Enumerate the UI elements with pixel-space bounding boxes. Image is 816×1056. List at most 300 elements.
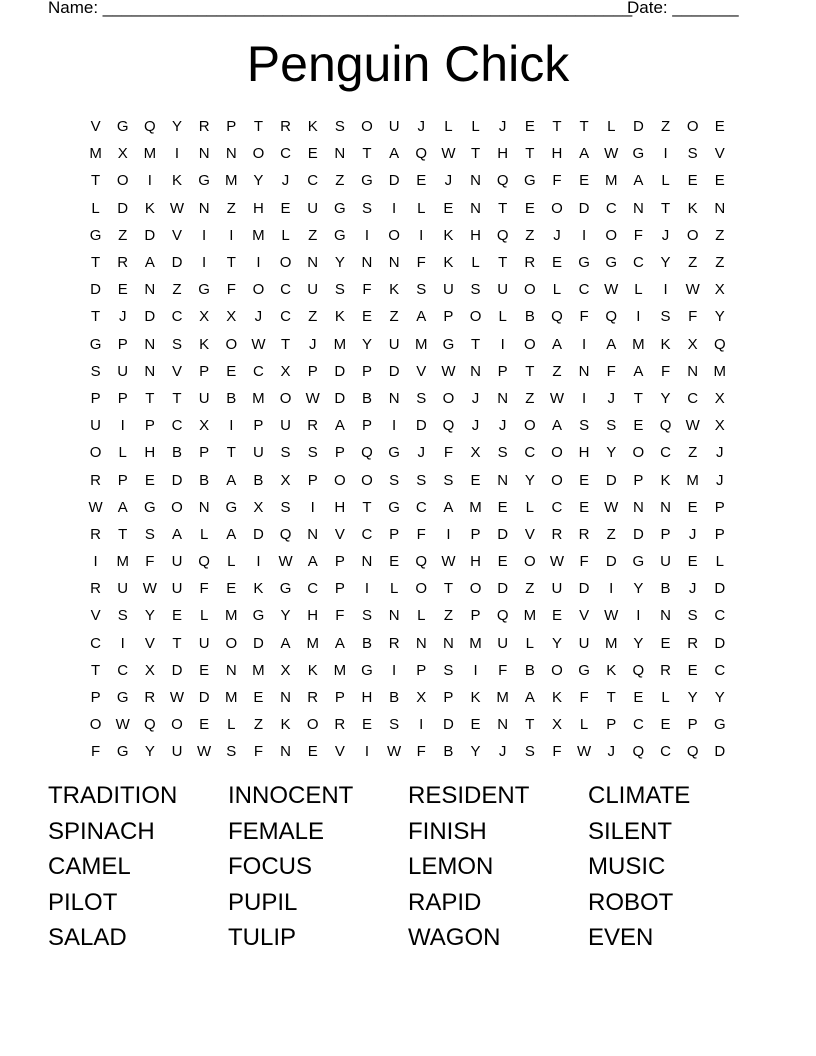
grid-letter: R <box>117 254 129 272</box>
grid-letter: K <box>660 471 671 489</box>
grid-letter: K <box>199 335 210 353</box>
grid-letter: Z <box>118 226 128 244</box>
grid-letter: Z <box>688 444 698 462</box>
grid-letter: M <box>225 689 238 707</box>
word-list-item: SILENT <box>588 817 673 845</box>
grid-letter: Z <box>226 199 236 217</box>
grid-letter: P <box>117 471 128 489</box>
grid-letter: T <box>253 118 263 136</box>
grid-letter: N <box>497 389 509 407</box>
grid-letter: Z <box>552 362 562 380</box>
grid-letter: K <box>470 689 481 707</box>
grid-letter: O <box>252 145 265 163</box>
grid-letter: F <box>335 607 345 625</box>
grid-letter: N <box>687 362 699 380</box>
grid-letter: S <box>687 607 698 625</box>
grid-letter: O <box>361 118 373 136</box>
grid-letter: A <box>171 525 182 543</box>
grid-letter: H <box>307 607 319 625</box>
grid-letter: J <box>688 580 697 598</box>
grid-letter: G <box>442 335 455 353</box>
grid-letter: O <box>469 580 482 598</box>
grid-letter: L <box>281 226 290 244</box>
grid-letter: O <box>171 498 183 516</box>
grid-letter: C <box>252 362 264 380</box>
grid-letter: I <box>310 498 315 516</box>
grid-letter: U <box>280 417 291 435</box>
grid-letter: X <box>687 335 698 353</box>
grid-letter: R <box>578 525 590 543</box>
grid-letter: C <box>660 444 671 462</box>
grid-letter: C <box>632 716 644 734</box>
grid-letter: I <box>392 661 397 679</box>
grid-letter: S <box>416 389 427 407</box>
grid-letter: M <box>143 145 157 163</box>
grid-letter: N <box>198 145 210 163</box>
grid-letter: A <box>579 145 590 163</box>
grid-letter: M <box>116 553 129 571</box>
grid-letter: O <box>523 553 536 571</box>
grid-letter: X <box>416 689 427 707</box>
grid-letter: D <box>144 226 156 244</box>
grid-letter: Y <box>633 634 644 652</box>
grid-letter: N <box>280 743 291 761</box>
grid-letter: Q <box>659 417 672 435</box>
grid-letter: Z <box>172 281 182 299</box>
grid-letter: X <box>226 308 237 326</box>
grid-letter: G <box>116 118 129 136</box>
grid-letter: J <box>498 743 507 761</box>
grid-letter: W <box>197 743 212 761</box>
grid-letter: V <box>90 607 101 625</box>
grid-letter: R <box>524 254 536 272</box>
grid-letter: Y <box>633 580 644 598</box>
grid-letter: Z <box>606 525 616 543</box>
grid-letter: K <box>606 661 617 679</box>
grid-letter: E <box>524 199 535 217</box>
grid-letter: I <box>636 607 641 625</box>
grid-letter: T <box>226 254 236 272</box>
grid-letter: P <box>497 362 508 380</box>
grid-letter: Q <box>686 743 699 761</box>
grid-letter: L <box>471 118 480 136</box>
grid-letter: L <box>634 281 643 299</box>
grid-letter: D <box>90 281 101 299</box>
grid-letter: I <box>256 254 261 272</box>
grid-letter: I <box>636 308 641 326</box>
grid-letter: U <box>578 634 590 652</box>
grid-letter: V <box>90 118 101 136</box>
word-list <box>48 778 768 956</box>
grid-letter: Q <box>144 716 156 734</box>
grid-letter: J <box>498 417 507 435</box>
grid-letter: I <box>364 226 370 244</box>
grid-letter: E <box>389 553 400 571</box>
grid-letter: L <box>444 118 453 136</box>
grid-letter: E <box>199 661 210 679</box>
grid-letter: H <box>144 444 156 462</box>
grid-letter: W <box>604 281 619 299</box>
grid-letter: U <box>551 580 563 598</box>
grid-letter: P <box>470 525 481 543</box>
grid-letter: L <box>715 553 724 571</box>
grid-letter: S <box>171 335 182 353</box>
grid-letter: O <box>361 471 373 489</box>
grid-letter: T <box>280 335 291 353</box>
grid-letter: N <box>280 689 291 707</box>
grid-letter: M <box>252 389 265 407</box>
grid-letter: A <box>551 335 562 353</box>
grid-letter: Q <box>361 444 373 462</box>
grid-letter: K <box>551 689 562 707</box>
grid-letter: C <box>307 580 319 598</box>
grid-letter: H <box>252 199 264 217</box>
grid-letter: L <box>525 498 534 516</box>
grid-letter: A <box>226 471 237 489</box>
page-title: Penguin Chick <box>246 36 570 92</box>
word-list-item: MUSIC <box>588 853 666 880</box>
grid-letter: I <box>392 417 397 435</box>
grid-letter: V <box>334 525 345 543</box>
grid-letter: L <box>661 172 670 190</box>
grid-letter: C <box>660 743 671 761</box>
grid-letter: W <box>387 743 402 761</box>
grid-letter: S <box>497 444 508 462</box>
grid-letter: E <box>443 199 454 217</box>
grid-letter: C <box>578 281 590 299</box>
grid-letter: G <box>198 281 210 299</box>
grid-letter: N <box>388 389 400 407</box>
grid-letter: I <box>93 553 98 571</box>
grid-letter: B <box>361 389 372 407</box>
grid-letter: L <box>525 634 534 652</box>
grid-letter: B <box>171 444 182 462</box>
grid-letter: W <box>577 743 592 761</box>
grid-letter: O <box>469 308 482 326</box>
grid-letter: T <box>172 634 182 652</box>
grid-letter: E <box>660 716 671 734</box>
grid-letter: G <box>198 172 210 190</box>
grid-letter: U <box>117 362 129 380</box>
grid-letter: G <box>605 254 618 272</box>
grid-letter: H <box>470 226 481 244</box>
grid-letter: Q <box>198 553 210 571</box>
grid-letter: I <box>446 525 451 543</box>
grid-letter: J <box>607 389 615 407</box>
grid-letter: P <box>199 362 210 380</box>
grid-letter: T <box>443 580 453 598</box>
grid-letter: L <box>227 553 236 571</box>
grid-letter: E <box>579 172 590 190</box>
grid-letter: U <box>117 580 129 598</box>
grid-letter: L <box>498 308 507 326</box>
grid-letter: D <box>632 118 644 136</box>
grid-letter: N <box>225 145 237 163</box>
grid-letter: E <box>307 743 318 761</box>
grid-letter: P <box>606 716 617 734</box>
grid-letter: T <box>90 254 101 272</box>
grid-letter: S <box>334 281 345 299</box>
word-list-item: RESIDENT <box>408 782 530 809</box>
grid-letter: I <box>500 335 505 353</box>
grid-letter: X <box>714 389 725 407</box>
grid-letter: A <box>416 308 427 326</box>
grid-letter: N <box>714 199 726 217</box>
grid-letter: N <box>144 335 156 353</box>
grid-letter: E <box>280 199 291 217</box>
grid-letter: J <box>716 444 724 462</box>
grid-letter: E <box>226 580 237 598</box>
grid-letter: J <box>607 743 615 761</box>
grid-letter: S <box>389 716 400 734</box>
grid-letter: V <box>334 743 345 761</box>
grid-letter: F <box>552 743 562 761</box>
grid-letter: U <box>307 281 319 299</box>
grid-letter: T <box>525 716 535 734</box>
grid-letter: J <box>553 226 561 244</box>
grid-letter: J <box>716 471 724 489</box>
grid-letter: C <box>361 525 373 543</box>
grid-letter: E <box>660 634 671 652</box>
grid-letter: M <box>415 335 428 353</box>
grid-letter: X <box>280 362 291 380</box>
grid-letter: L <box>199 525 209 543</box>
grid-letter: O <box>415 580 428 598</box>
grid-letter: U <box>388 118 400 136</box>
grid-letter: B <box>443 743 454 761</box>
grid-letter: A <box>524 689 535 707</box>
grid-letter: M <box>252 661 265 679</box>
grid-letter: R <box>280 118 291 136</box>
grid-letter: T <box>90 308 101 326</box>
grid-letter: E <box>687 498 698 516</box>
grid-letter: C <box>415 498 427 516</box>
grid-letter: C <box>171 308 183 326</box>
grid-letter: Q <box>144 118 156 136</box>
grid-letter: B <box>226 389 237 407</box>
word-list-item: PILOT <box>48 888 118 916</box>
grid-letter: N <box>470 199 481 217</box>
grid-letter: M <box>604 172 618 190</box>
grid-letter: S <box>117 607 128 625</box>
grid-letter: Q <box>713 335 726 353</box>
grid-letter: P <box>443 308 454 326</box>
grid-letter: O <box>551 199 563 217</box>
date-field[interactable]: Date: _______ <box>627 0 739 17</box>
grid-letter: J <box>308 335 317 353</box>
grid-letter: P <box>199 444 210 462</box>
grid-letter: S <box>443 471 454 489</box>
grid-letter: E <box>551 607 562 625</box>
grid-letter: I <box>419 716 424 734</box>
grid-letter: I <box>120 417 125 435</box>
grid-letter: Z <box>525 389 535 407</box>
grid-letter: F <box>145 553 155 571</box>
grid-letter: J <box>118 308 127 326</box>
grid-letter: C <box>714 661 726 679</box>
grid-letter: H <box>578 444 590 462</box>
grid-letter: P <box>90 689 101 707</box>
grid-letter: N <box>144 281 156 299</box>
grid-letter: K <box>443 254 454 272</box>
name-field[interactable]: Name: ________________________________________________________ <box>48 0 633 17</box>
grid-letter: B <box>389 689 400 707</box>
grid-letter: E <box>470 716 481 734</box>
grid-letter: N <box>470 172 481 190</box>
grid-letter: U <box>497 281 509 299</box>
grid-letter: Y <box>524 471 535 489</box>
grid-letter: A <box>443 498 454 516</box>
grid-letter: S <box>443 661 454 679</box>
grid-letter: Z <box>525 580 535 598</box>
grid-letter: S <box>687 145 698 163</box>
grid-letter: J <box>471 417 480 435</box>
grid-letter: H <box>497 145 509 163</box>
grid-letter: P <box>144 417 155 435</box>
grid-letter: K <box>687 199 698 217</box>
grid-letter: C <box>307 172 319 190</box>
grid-letter: W <box>441 362 456 380</box>
grid-letter: Z <box>308 226 318 244</box>
grid-letter: C <box>632 254 644 272</box>
grid-letter: F <box>416 254 426 272</box>
grid-letter: D <box>605 553 617 571</box>
grid-letter: U <box>198 389 210 407</box>
grid-letter: K <box>253 580 264 598</box>
grid-letter: F <box>579 689 589 707</box>
grid-letter: N <box>225 661 237 679</box>
grid-letter: S <box>416 471 427 489</box>
grid-letter: G <box>334 226 346 244</box>
grid-letter: N <box>497 716 509 734</box>
word-list-item: EVEN <box>588 924 654 951</box>
grid-letter: M <box>713 362 727 380</box>
grid-letter: R <box>90 471 101 489</box>
grid-letter: S <box>470 281 481 299</box>
grid-letter: D <box>252 634 264 652</box>
grid-letter: R <box>307 689 319 707</box>
grid-letter: Y <box>660 254 671 272</box>
grid-letter: G <box>578 254 590 272</box>
grid-letter: O <box>225 335 238 353</box>
grid-letter: N <box>361 254 373 272</box>
grid-letter: I <box>256 553 261 571</box>
grid-letter: O <box>116 172 129 190</box>
grid-letter: V <box>171 226 182 244</box>
grid-letter: F <box>226 281 236 299</box>
grid-letter: F <box>199 580 209 598</box>
grid-letter: S <box>606 417 617 435</box>
grid-letter: E <box>416 172 427 190</box>
grid-letter: S <box>226 743 237 761</box>
grid-letter: F <box>688 308 698 326</box>
grid-letter: Z <box>660 118 671 136</box>
grid-letter: O <box>225 634 238 652</box>
grid-letter: T <box>470 335 481 353</box>
grid-letter: F <box>552 172 562 190</box>
grid-letter: C <box>551 498 563 516</box>
grid-letter: G <box>632 553 645 571</box>
grid-letter: F <box>253 743 263 761</box>
grid-letter: D <box>171 471 183 489</box>
grid-letter: T <box>660 199 671 217</box>
grid-letter: D <box>334 389 346 407</box>
grid-letter: D <box>171 661 183 679</box>
grid-letter: Z <box>253 716 263 734</box>
grid-letter: U <box>497 634 509 652</box>
grid-letter: I <box>202 226 207 244</box>
grid-letter: V <box>416 362 427 380</box>
grid-letter: O <box>171 716 183 734</box>
word-list-item: FOCUS <box>228 853 312 880</box>
grid-letter: N <box>144 362 156 380</box>
grid-letter: C <box>280 308 291 326</box>
grid-letter: F <box>606 362 616 380</box>
grid-letter: H <box>334 498 346 516</box>
word-list-item: SALAD <box>48 924 127 951</box>
grid-letter: X <box>280 471 291 489</box>
grid-letter: Y <box>361 335 372 353</box>
grid-letter: S <box>416 281 427 299</box>
grid-letter: B <box>361 634 372 652</box>
grid-letter: M <box>225 607 238 625</box>
grid-letter: K <box>334 308 345 326</box>
grid-letter: E <box>361 308 372 326</box>
grid-letter: H <box>470 553 481 571</box>
grid-letter: N <box>361 553 373 571</box>
grid-letter: M <box>604 634 618 652</box>
grid-letter: S <box>660 308 671 326</box>
grid-letter: T <box>226 444 236 462</box>
grid-letter: D <box>714 743 726 761</box>
grid-letter: R <box>388 634 400 652</box>
grid-letter: E <box>633 417 644 435</box>
grid-letter: L <box>417 607 426 625</box>
grid-letter: X <box>144 661 155 679</box>
grid-letter: Z <box>715 226 725 244</box>
grid-letter: D <box>415 417 427 435</box>
grid-letter: P <box>633 471 644 489</box>
grid-letter: E <box>687 553 698 571</box>
grid-letter: R <box>334 716 346 734</box>
grid-letter: P <box>714 498 725 516</box>
grid-letter: M <box>89 145 102 163</box>
word-list-item: FEMALE <box>228 817 325 845</box>
grid-letter: W <box>685 417 700 435</box>
grid-letter: I <box>663 281 668 299</box>
grid-letter: G <box>225 498 238 516</box>
grid-letter: T <box>633 389 643 407</box>
grid-letter: Y <box>470 743 481 761</box>
grid-letter: O <box>279 254 292 272</box>
grid-letter: I <box>147 172 152 190</box>
grid-letter: V <box>171 362 182 380</box>
grid-letter: P <box>361 417 372 435</box>
grid-letter: U <box>252 444 264 462</box>
grid-letter: S <box>361 607 372 625</box>
grid-letter: E <box>470 471 481 489</box>
grid-letter: D <box>578 580 590 598</box>
grid-letter: T <box>525 145 535 163</box>
word-list-item: PUPIL <box>228 888 298 916</box>
grid-letter: O <box>686 118 699 136</box>
grid-letter: N <box>632 498 644 516</box>
grid-letter: P <box>334 689 345 707</box>
grid-letter: E <box>524 118 535 136</box>
grid-letter: W <box>441 553 456 571</box>
grid-letter: A <box>551 417 562 435</box>
grid-letter: Z <box>688 254 698 272</box>
